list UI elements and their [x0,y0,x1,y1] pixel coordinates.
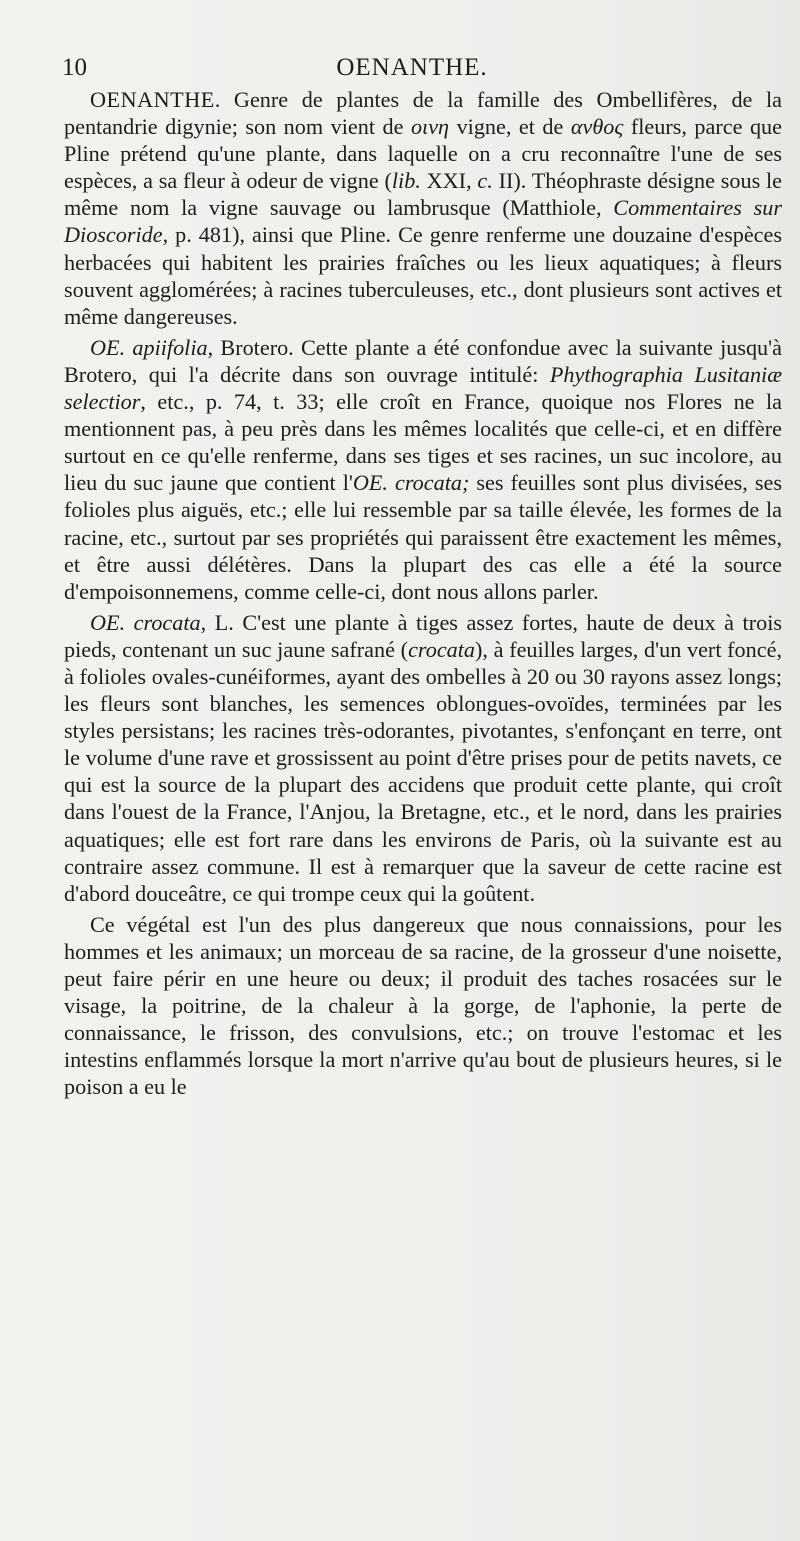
text-segment: OE. crocata [90,609,201,635]
text-segment: , p. 481), ainsi que Pline. Ce genre renferme une douzaine d'espèces herbacées qui habitent les prairies fraîches ou les lieux aquatiques; à fleurs souvent agglomérées; à racines tuberculeuses, etc., dont plusieurs sont actives et même dangereuses. [64,222,782,329]
text-segment: ανθος [570,114,624,140]
paragraph-oenanthe-genus [64,86,782,330]
text-segment: fleurs, parce que Pline prétend qu'une plante, dans laquelle on a cru reconnaître l'une de ses espèces, a sa fleur à odeur de vigne ( [64,114,782,194]
text-segment: Ce végétal est l'un des plus dangereux que nous connaissions, pour les hommes et les animaux; un morceau de sa racine, de la grosseur d'une noisette, peut faire périr en une heure ou deux; il produit des taches rosacées sur le visage, la poitrine, de la chaleur à la gorge, de l'aphonie, la perte de connaissance, le frisson, des convulsions, etc.; on trouve l'estomac et les intestins enflammés lorsque la mort n'arrive qu'au bout de plusieurs heures, si le poison a eu le [64,911,782,1100]
text-segment: , etc., p. 74, t. 33; elle croît en France, quoique nos Flores ne la mentionnent pas, à peu près dans les mêmes localités que celle-ci, et en diffère surtout en ce qu'elle renferme, dans ses tiges et ses racines, un suc incolore, au lieu du suc jaune que contient l' [64,389,782,496]
text-segment: , L. C'est une plante à tiges assez fortes, haute de deux à trois pieds, contenant un suc jaune safrané ( [64,609,782,662]
running-head: OENANTHE. [336,54,488,81]
page-number: 10 [62,54,87,81]
text-segment: ), à feuilles larges, d'un vert foncé, à folioles ovales-cunéiformes, ayant des ombelles à 20 ou 30 rayons assez longs; les fleurs sont blanches, les semences oblongues-ovoïdes, terminées par les styles persistans; les racines très-odorantes, pivotantes, s'enfonçant en terre, ont le volume d'une rave et grossissent au point d'être prises pour de petits navets, ce qui est la source de la plupart des accidens que produit cette plante, qui croît dans l'ouest de la France, l'Anjou, la Bretagne, etc., et le nord, dans les prairies aquatiques; elle est fort rare dans les environs de Paris, où la suivante est au contraire assez commune. Il est à remarquer que la saveur de cette racine est d'abord douceâtre, ce qui trompe ceux qui la goûtent. [64,636,782,906]
text-segment: Phythographia Lusitaniæ selectior [64,361,783,415]
body-text [64,86,782,1100]
text-segment: crocata [408,636,476,662]
text-segment: vigne, et de [449,114,571,140]
text-segment: OE. crocata; [352,470,470,496]
text-segment: XXI, [420,168,478,194]
text-segment: ses feuilles sont plus divisées, ses folioles plus aiguës, etc.; elle lui ressemble par sa taille élevée, les formes de la racine, etc., surtout par ses propriétés qui paraissent être exactement les mêmes, et être aussi délétères. Dans la plupart des cas elle a été la source d'empoisonnemens, comme celle-ci, dont nous allons parler. [64,470,782,604]
text-segment: . Genre de plantes de la famille des Ombellifères, de la pentandrie digynie; son nom vient de [64,87,782,140]
text-segment: οινη [410,114,450,140]
paragraph-toxicity [64,911,782,1101]
text-segment: II). Théophraste désigne sous le même nom la vigne sauvage ou lambrusque (Matthiole, [64,168,783,221]
text-segment: , Brotero. Cette plante a été confondue avec la suivante jusqu'à Brotero, qui l'a décrite dans son ouvrage intitulé: [64,334,782,387]
paragraph-oe-crocata [64,609,782,907]
text-segment: lib. [391,168,421,194]
text-segment: Commentaires sur Dioscoride [64,195,782,248]
text-segment: OE. apiifolia [90,334,208,360]
text-segment: OENANTHE [90,87,215,112]
paragraph-oe-apiifolia [64,334,782,605]
text-segment: c. [477,168,493,194]
page-header [62,54,762,88]
